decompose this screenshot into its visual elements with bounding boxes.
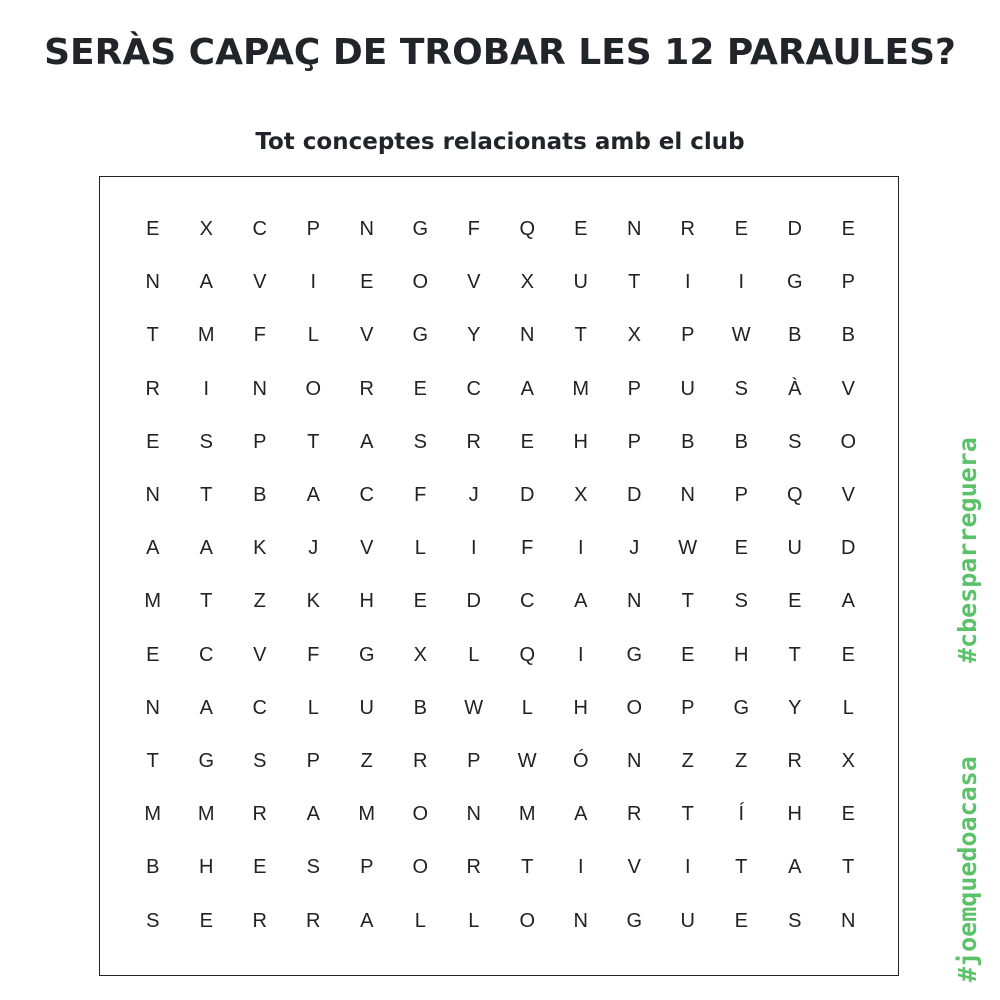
page-subtitle: Tot conceptes relacionats amb el club: [255, 129, 745, 155]
grid-cell[interactable]: N: [520, 324, 535, 347]
grid-cell[interactable]: M: [572, 377, 590, 400]
hashtag-cbesparreguera: #cbesparreguera: [953, 437, 982, 663]
grid-cell[interactable]: P: [627, 377, 641, 400]
grid-cell[interactable]: S: [146, 909, 160, 932]
grid-cell[interactable]: J: [468, 484, 479, 507]
grid-cell[interactable]: S: [199, 430, 213, 453]
grid-cell[interactable]: F: [414, 484, 427, 507]
grid-cell[interactable]: O: [412, 856, 429, 879]
grid-cell[interactable]: I: [577, 856, 584, 879]
grid-cell[interactable]: B: [788, 324, 802, 347]
grid-cell[interactable]: A: [841, 590, 855, 613]
grid-cell[interactable]: Q: [519, 643, 536, 666]
grid-cell[interactable]: U: [680, 377, 695, 400]
grid-cell[interactable]: R: [466, 856, 481, 879]
grid-cell[interactable]: Z: [253, 590, 266, 613]
grid-cell[interactable]: A: [360, 430, 374, 453]
grid-cell[interactable]: T: [146, 749, 159, 772]
grid-cell[interactable]: G: [412, 218, 429, 241]
grid-cell[interactable]: N: [252, 377, 267, 400]
grid-cell[interactable]: X: [413, 643, 427, 666]
letter-grid: [126, 203, 875, 948]
grid-cell[interactable]: L: [307, 324, 319, 347]
grid-cell[interactable]: L: [521, 696, 533, 719]
grid-cell[interactable]: T: [735, 856, 748, 879]
grid-cell[interactable]: M: [144, 803, 162, 826]
grid-cell[interactable]: R: [787, 749, 802, 772]
grid-cell[interactable]: V: [467, 271, 481, 294]
grid-cell[interactable]: Q: [786, 484, 803, 507]
grid-cell[interactable]: I: [577, 643, 584, 666]
grid-cell[interactable]: P: [306, 749, 320, 772]
grid-cell[interactable]: E: [146, 430, 160, 453]
grid-cell[interactable]: G: [198, 749, 215, 772]
grid-cell[interactable]: S: [306, 856, 320, 879]
grid-cell[interactable]: E: [253, 856, 267, 879]
grid-cell[interactable]: E: [788, 590, 802, 613]
grid-cell[interactable]: A: [360, 909, 374, 932]
grid-cell[interactable]: G: [626, 909, 643, 932]
grid-cell[interactable]: A: [199, 271, 213, 294]
grid-cell[interactable]: N: [627, 590, 642, 613]
grid-cell[interactable]: E: [841, 803, 855, 826]
grid-cell[interactable]: P: [681, 324, 695, 347]
grid-cell[interactable]: E: [841, 218, 855, 241]
grid-cell[interactable]: V: [627, 856, 641, 879]
grid-cell[interactable]: E: [681, 643, 695, 666]
grid-cell[interactable]: T: [681, 803, 694, 826]
grid-cell[interactable]: I: [577, 537, 584, 560]
grid-cell[interactable]: M: [197, 324, 215, 347]
grid-cell[interactable]: A: [306, 484, 320, 507]
grid-cell[interactable]: A: [788, 856, 802, 879]
grid-cell[interactable]: L: [414, 537, 426, 560]
grid-cell[interactable]: W: [517, 749, 537, 772]
page-title: SERÀS CAPAÇ DE TROBAR LES 12 PARAULES?: [44, 32, 956, 73]
grid-cell[interactable]: E: [520, 430, 534, 453]
grid-cell[interactable]: T: [146, 324, 159, 347]
grid-cell[interactable]: T: [628, 271, 641, 294]
grid-cell[interactable]: L: [414, 909, 426, 932]
grid-cell[interactable]: L: [468, 909, 480, 932]
grid-cell[interactable]: T: [842, 856, 855, 879]
grid-cell[interactable]: B: [253, 484, 267, 507]
grid-cell[interactable]: P: [253, 430, 267, 453]
grid-cell[interactable]: I: [684, 271, 691, 294]
grid-cell[interactable]: C: [520, 590, 535, 613]
grid-cell[interactable]: N: [145, 271, 160, 294]
grid-cell[interactable]: E: [360, 271, 374, 294]
grid-cell[interactable]: Y: [788, 696, 802, 719]
grid-cell[interactable]: M: [144, 590, 162, 613]
hashtag-joemquedoacasa: #joemquedoacasa: [953, 756, 982, 982]
grid-cell[interactable]: X: [574, 484, 588, 507]
grid-cell[interactable]: S: [253, 749, 267, 772]
grid-cell[interactable]: R: [252, 909, 267, 932]
grid-cell[interactable]: O: [412, 271, 429, 294]
grid-cell[interactable]: S: [734, 377, 748, 400]
grid-cell[interactable]: F: [307, 643, 320, 666]
grid-cell[interactable]: A: [199, 696, 213, 719]
grid-cell[interactable]: J: [308, 537, 319, 560]
grid-cell[interactable]: P: [841, 271, 855, 294]
grid-cell[interactable]: C: [359, 484, 374, 507]
grid-cell[interactable]: F: [521, 537, 534, 560]
grid-cell[interactable]: T: [200, 484, 213, 507]
grid-cell[interactable]: A: [574, 803, 588, 826]
grid-cell[interactable]: Í: [738, 803, 745, 826]
grid-cell[interactable]: E: [841, 643, 855, 666]
grid-cell[interactable]: A: [146, 537, 160, 560]
grid-cell[interactable]: P: [360, 856, 374, 879]
grid-cell[interactable]: K: [253, 537, 267, 560]
grid-cell[interactable]: N: [145, 484, 160, 507]
grid-cell[interactable]: P: [306, 218, 320, 241]
grid-cell[interactable]: T: [521, 856, 534, 879]
grid-cell[interactable]: N: [466, 803, 481, 826]
grid-cell[interactable]: B: [734, 430, 748, 453]
grid-cell[interactable]: D: [466, 590, 481, 613]
grid-cell[interactable]: W: [678, 537, 698, 560]
grid-cell[interactable]: P: [734, 484, 748, 507]
grid-cell[interactable]: D: [841, 537, 856, 560]
grid-cell[interactable]: G: [412, 324, 429, 347]
grid-cell[interactable]: O: [412, 803, 429, 826]
grid-cell[interactable]: S: [788, 430, 802, 453]
grid-cell[interactable]: U: [359, 696, 374, 719]
grid-cell[interactable]: H: [787, 803, 802, 826]
grid-cell[interactable]: K: [306, 590, 320, 613]
grid-cell[interactable]: B: [681, 430, 695, 453]
grid-cell[interactable]: R: [413, 749, 428, 772]
grid-cell[interactable]: E: [413, 377, 427, 400]
grid-cell[interactable]: E: [413, 590, 427, 613]
grid-cell[interactable]: Y: [467, 324, 481, 347]
grid-cell[interactable]: H: [573, 696, 588, 719]
grid-cell[interactable]: W: [731, 324, 751, 347]
grid-cell[interactable]: U: [680, 909, 695, 932]
grid-cell[interactable]: H: [199, 856, 214, 879]
grid-cell[interactable]: C: [252, 218, 267, 241]
grid-cell[interactable]: E: [734, 537, 748, 560]
grid-cell[interactable]: T: [681, 590, 694, 613]
grid-cell[interactable]: O: [626, 696, 643, 719]
grid-cell[interactable]: R: [627, 803, 642, 826]
grid-cell[interactable]: H: [359, 590, 374, 613]
grid-cell[interactable]: B: [413, 696, 427, 719]
grid-cell[interactable]: N: [573, 909, 588, 932]
grid-cell[interactable]: I: [470, 537, 477, 560]
grid-cell[interactable]: T: [200, 590, 213, 613]
grid-cell[interactable]: T: [307, 430, 320, 453]
grid-cell[interactable]: E: [146, 218, 160, 241]
grid-cell[interactable]: V: [841, 484, 855, 507]
grid-cell[interactable]: L: [468, 643, 480, 666]
grid-cell[interactable]: Z: [360, 749, 373, 772]
grid-cell[interactable]: R: [466, 430, 481, 453]
grid-cell[interactable]: N: [680, 484, 695, 507]
grid-cell[interactable]: N: [359, 218, 374, 241]
grid-cell[interactable]: M: [358, 803, 376, 826]
grid-cell[interactable]: C: [466, 377, 481, 400]
grid-cell[interactable]: I: [203, 377, 210, 400]
grid-cell[interactable]: V: [360, 324, 374, 347]
grid-cell[interactable]: O: [305, 377, 322, 400]
grid-cell[interactable]: X: [199, 218, 213, 241]
grid-cell[interactable]: G: [786, 271, 803, 294]
grid-cell[interactable]: F: [467, 218, 480, 241]
grid-cell[interactable]: O: [840, 430, 857, 453]
grid-cell[interactable]: X: [627, 324, 641, 347]
grid-cell[interactable]: S: [734, 590, 748, 613]
grid-cell[interactable]: T: [574, 324, 587, 347]
grid-cell[interactable]: U: [787, 537, 802, 560]
grid-cell[interactable]: L: [307, 696, 319, 719]
grid-cell[interactable]: D: [627, 484, 642, 507]
grid-cell[interactable]: E: [574, 218, 588, 241]
grid-cell[interactable]: M: [197, 803, 215, 826]
grid-cell[interactable]: V: [253, 643, 267, 666]
grid-cell[interactable]: I: [738, 271, 745, 294]
grid-cell[interactable]: D: [787, 218, 802, 241]
grid-cell[interactable]: A: [199, 537, 213, 560]
grid-cell[interactable]: N: [841, 909, 856, 932]
grid-cell[interactable]: E: [146, 643, 160, 666]
grid-cell[interactable]: C: [252, 696, 267, 719]
grid-cell[interactable]: G: [358, 643, 375, 666]
grid-cell[interactable]: T: [788, 643, 801, 666]
grid-cell[interactable]: V: [360, 537, 374, 560]
grid-cell[interactable]: Q: [519, 218, 536, 241]
grid-cell[interactable]: R: [252, 803, 267, 826]
grid-cell[interactable]: E: [734, 909, 748, 932]
grid-cell[interactable]: B: [146, 856, 160, 879]
grid-cell[interactable]: S: [413, 430, 427, 453]
grid-cell[interactable]: M: [518, 803, 536, 826]
grid-cell[interactable]: B: [841, 324, 855, 347]
grid-cell[interactable]: I: [310, 271, 317, 294]
grid-cell[interactable]: X: [520, 271, 534, 294]
grid-cell[interactable]: A: [574, 590, 588, 613]
word-search-board: [99, 176, 899, 976]
grid-cell[interactable]: N: [145, 696, 160, 719]
grid-cell[interactable]: F: [253, 324, 266, 347]
grid-cell[interactable]: V: [253, 271, 267, 294]
grid-cell[interactable]: G: [626, 643, 643, 666]
grid-cell[interactable]: L: [842, 696, 854, 719]
grid-cell[interactable]: H: [573, 430, 588, 453]
grid-cell[interactable]: P: [627, 430, 641, 453]
grid-cell[interactable]: V: [841, 377, 855, 400]
grid-cell[interactable]: R: [680, 218, 695, 241]
grid-cell[interactable]: Z: [681, 749, 694, 772]
grid-cell[interactable]: C: [199, 643, 214, 666]
grid-cell[interactable]: A: [520, 377, 534, 400]
grid-cell[interactable]: P: [681, 696, 695, 719]
grid-cell[interactable]: A: [306, 803, 320, 826]
grid-cell[interactable]: N: [627, 749, 642, 772]
grid-cell[interactable]: Z: [735, 749, 748, 772]
grid-cell[interactable]: E: [199, 909, 213, 932]
grid-cell[interactable]: N: [627, 218, 642, 241]
grid-cell[interactable]: S: [788, 909, 802, 932]
grid-cell[interactable]: R: [306, 909, 321, 932]
grid-cell[interactable]: R: [359, 377, 374, 400]
grid-cell[interactable]: E: [734, 218, 748, 241]
grid-cell[interactable]: R: [145, 377, 160, 400]
grid-cell[interactable]: U: [573, 271, 588, 294]
grid-cell[interactable]: H: [734, 643, 749, 666]
grid-cell[interactable]: G: [733, 696, 750, 719]
grid-cell[interactable]: P: [467, 749, 481, 772]
grid-cell[interactable]: D: [520, 484, 535, 507]
grid-cell[interactable]: X: [841, 749, 855, 772]
grid-cell[interactable]: O: [519, 909, 536, 932]
grid-cell[interactable]: J: [629, 537, 640, 560]
grid-cell[interactable]: W: [464, 696, 484, 719]
grid-cell[interactable]: I: [684, 856, 691, 879]
grid-cell[interactable]: Ó: [572, 749, 589, 772]
grid-cell[interactable]: À: [788, 377, 802, 400]
